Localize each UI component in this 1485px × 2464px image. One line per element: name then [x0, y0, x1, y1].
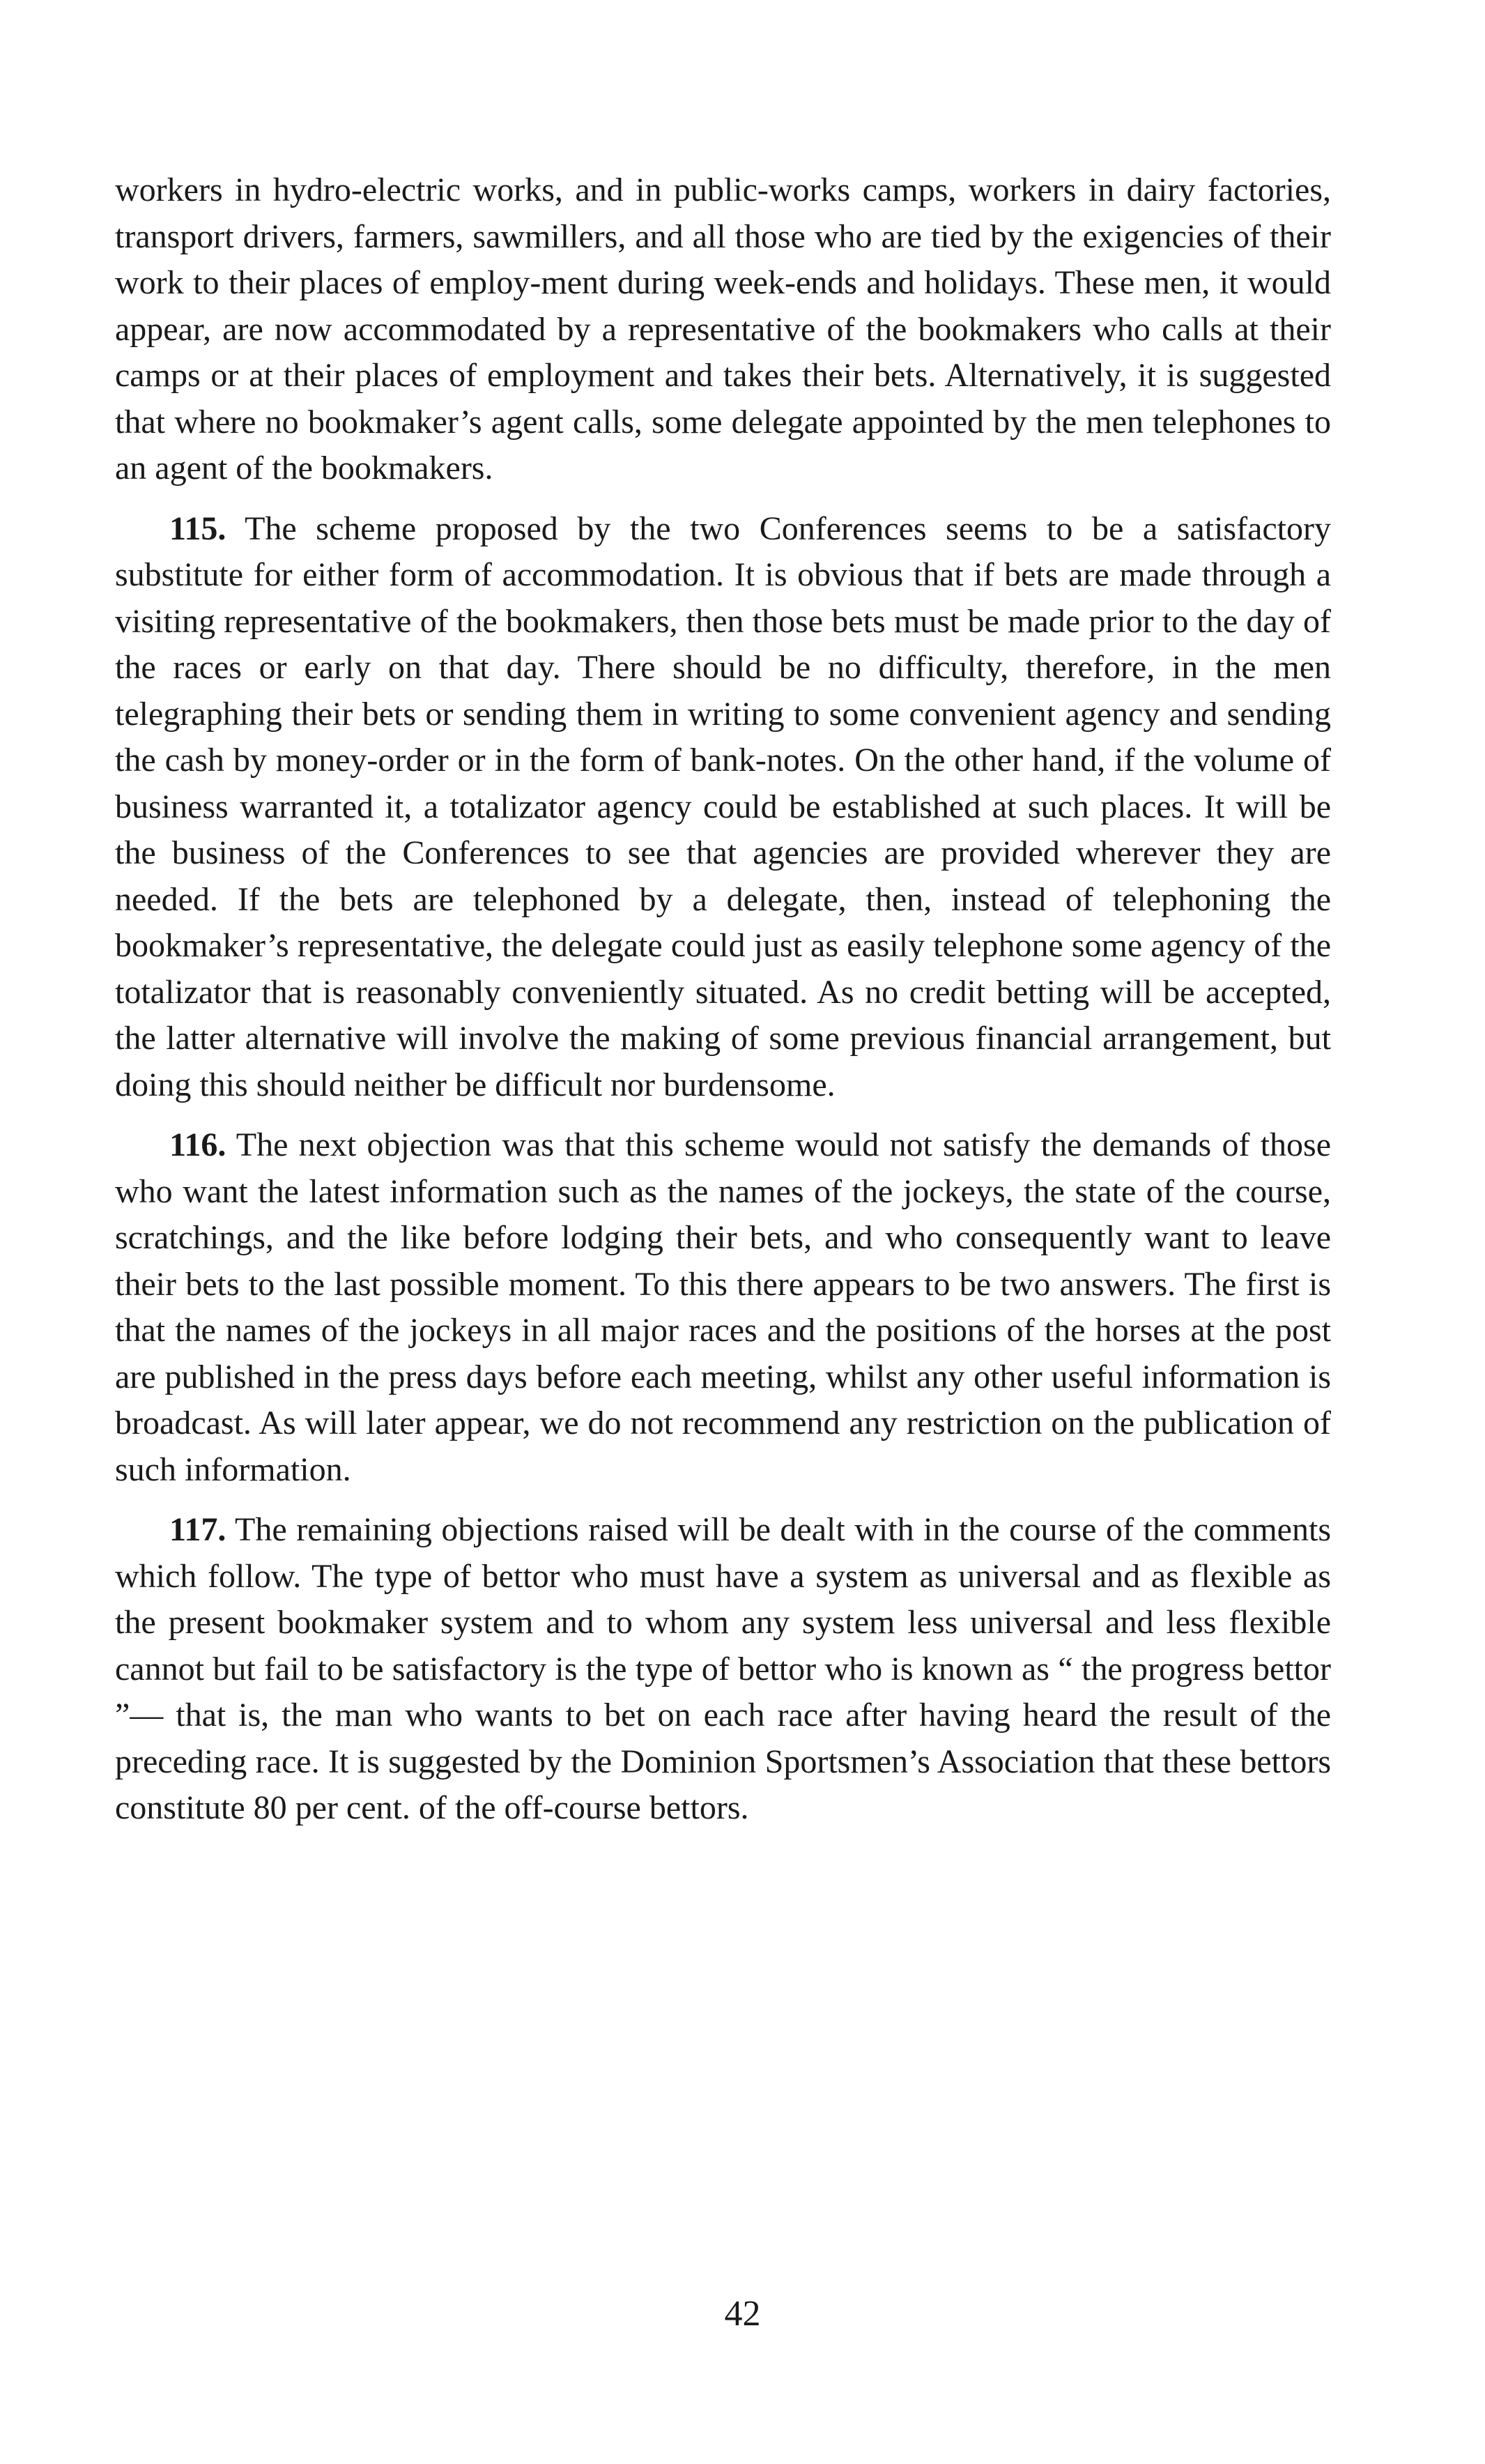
paragraph-text: The scheme proposed by the two Conferences seems to be a satisfactory substitute for either form of accommodation. It is obvious that if bets are made through a visiting representative of the bookmakers, then those bets must be made prior to the day of the races or early on that day. There should be no difficulty, therefore, in the men telegraphing their bets or sending them in writing to some convenient agency and sending the cash by money-order or in the form of bank-notes. On the other hand, if the volume of business warranted it, a totalizator agency could be established at such places. It will be the business of the Conferences to see that agencies are provided wherever they are needed. If the bets are telephoned by a delegate, then, instead of telephoning the bookmaker’s representative, the delegate could just as easily telephone some agency of the totalizator that is reasonably conveniently situated. As no credit betting will be accepted, the latter alternative will involve the making of some previous financial arrangement, but doing this should neither be difficult nor burdensome. — [115, 510, 1331, 1103]
paragraph-115 — [115, 506, 1331, 1109]
paragraph-117 — [115, 1507, 1331, 1832]
paragraph-continued — [115, 167, 1331, 492]
paragraph-116 — [115, 1122, 1331, 1493]
paragraph-text: The next objection was that this scheme would not satisfy the demands of those who want the latest information such as the names of the jockeys, the state of the course, scratchings, and the like before lodging their bets, and who consequently want to leave their bets to the last possible moment. To this there appears to be two answers. The first is that the names of the jockeys in all major races and the positions of the horses at the post are published in the press days before each meeting, whilst any other useful information is broadcast. As will later appear, we do not recommend any restriction on the publication of such information. — [115, 1126, 1332, 1488]
document-page — [115, 167, 1331, 1846]
paragraph-number: 115. — [169, 510, 226, 547]
paragraph-number: 117. — [169, 1511, 226, 1548]
paragraph-text: The remaining objections raised will be dealt with in the course of the comments which follow. The type of bettor who must have a system as universal and as flexible as the present bookmaker system and to whom any system less universal and less flexible cannot but fail to be satisfactory is the type of bettor who is known as “ the progress bettor ”— that is, the man who wants to bet on each race after having heard the result of the preceding race. It is suggested by the Dominion Sportsmen’s Association that these bettors constitute 80 per cent. of the off-course bettors. — [115, 1511, 1331, 1826]
page-number: 42 — [724, 2294, 761, 2334]
paragraph-number: 116. — [169, 1126, 226, 1163]
paragraph-text: workers in hydro-electric works, and in public-works camps, workers in dairy factories, transport drivers, farmers, sawmillers, and all those who are tied by the exigencies of their work to their places of employ-ment during week-ends and holidays. These men, it would appear, are now accommodated by a representative of the bookmakers who calls at their camps or at their places of employment and takes their bets. Alternatively, it is suggested that where no bookmaker’s agent calls, some delegate appointed by the men telephones to an agent of the bookmakers. — [115, 171, 1331, 487]
